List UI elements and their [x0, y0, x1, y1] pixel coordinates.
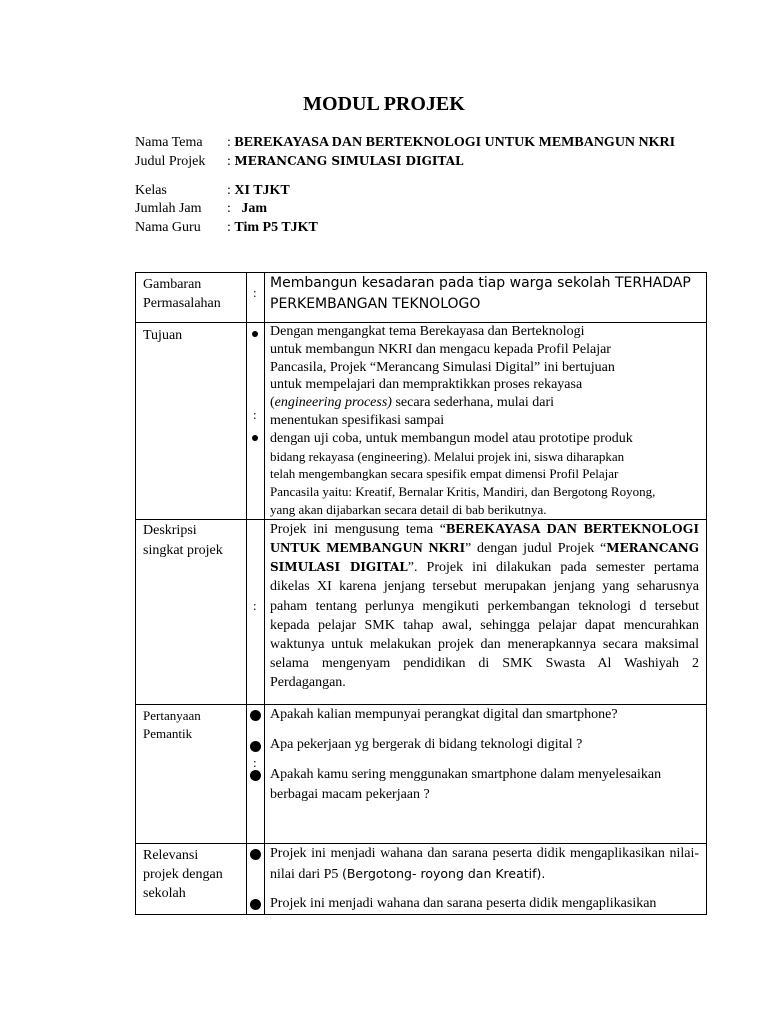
meta-kelas [135, 182, 290, 200]
relevansi-r1: Projek ini menjadi wahana dan sarana peserta didik mengaplikasikan nilai-nilai dari P5 [270, 845, 699, 882]
judul-projek-label: Judul Projek [135, 154, 206, 169]
deskripsi-p3: ”. Projek ini dilakukan pada semester pertama dikelas XI karena jenjang tersebut merupakan jenjang yang seharusnya paham tentang perlunya mengikuti perkembangan teknologi d tersebut kepada pelajar SMK tahap awal, sehingga pelajar dapat mencurahkan waktunya untuk melakukan projek dan menerapkannya secara maksimal selama mengenyam pendidikan di SMK Swasta Al Washiyah 2 Perdagangan. [270, 560, 699, 691]
relevansi-label: Relevansi [143, 847, 199, 863]
nama-guru-label: Nama Guru [135, 220, 201, 235]
deskripsi-colon: : [253, 597, 257, 613]
tujuan-line: untuk membangun NKRI dan mengacu kepada Profil Pelajar [270, 341, 611, 357]
deskripsi-sep-cell [247, 519, 265, 704]
deskripsi-judul-bold: MERANCANG SIMULASI DIGITAL [270, 540, 699, 575]
gambaran-label: Gambaran [143, 277, 202, 292]
tujuan-line: bidang rekayasa (engineering). Melalui projek ini, siswa diharapkan [270, 448, 625, 464]
relevansi-label-cell [136, 843, 247, 914]
tujuan-line: menentukan spesifikasi sampai [270, 412, 445, 428]
row-tujuan [136, 323, 707, 520]
row-pertanyaan [136, 704, 707, 843]
tujuan-line: Pancasila yaitu: Kreatif, Bernalar Kritis, Mandiri, dan Bergotong Royong, [270, 484, 656, 500]
pertanyaan-bullet-1 [250, 710, 261, 721]
deskripsi-label-cell [136, 519, 247, 704]
pemantik-label: Pemantik [143, 725, 193, 741]
relevansi-sep-cell [247, 843, 265, 914]
judul-projek-sep: : [227, 154, 235, 169]
pertanyaan-label: Pertanyaan [143, 707, 201, 723]
gambaran-colon: : [253, 285, 257, 300]
pertanyaan-bullet-3 [250, 770, 261, 781]
nama-guru-value: Tim P5 TJKT [234, 220, 318, 235]
relevansi-r1-tail: (Bergotong- royong dan Kreatif). [341, 865, 546, 881]
tujuan-line: telah mengembangkan secara spesifik empat dimensi Profil Pelajar [270, 466, 619, 482]
tujuan-label-cell [136, 323, 247, 520]
deskripsi-tema-bold: BEREKAYASA DAN BERTEKNOLOGI UNTUK MEMBANGUN NKRI [270, 521, 699, 556]
tujuan-line: yang akan dijabarkan secara detail di bab berikutnya. [270, 501, 547, 517]
project-table [135, 272, 707, 915]
pertanyaan-sep-cell [247, 704, 265, 843]
pertanyaan-content [265, 704, 707, 843]
relevansi-bullet-2 [250, 899, 261, 910]
document-title: MODUL PROJEK [303, 93, 465, 115]
relevansi-r1-block [270, 844, 699, 885]
meta-nama-tema [135, 134, 675, 152]
pertanyaan-q3: Apakah kamu sering menggunakan smartphone dalam menyelesaikan berbagai macam pekerjaan ? [270, 766, 662, 802]
deskripsi-content [265, 519, 707, 704]
pertanyaan-q2: Apa pekerjaan yg bergerak di bidang teknologi digital ? [270, 736, 583, 752]
relevansi-r2: Projek ini menjadi wahana dan sarana peserta didik mengaplikasikan [270, 895, 657, 911]
tujuan-bullet-1 [252, 331, 258, 337]
row-gambaran [136, 273, 707, 323]
row-deskripsi [136, 519, 707, 704]
jumlah-jam-label: Jumlah Jam [135, 201, 202, 216]
jumlah-jam-value: Jam [241, 201, 268, 216]
relevansi-content [265, 843, 707, 914]
tujuan-bullet-2 [252, 435, 258, 441]
tujuan-line: untuk mempelajari dan mempraktikkan proses rekayasa [270, 377, 583, 393]
deskripsi-label: Deskripsi [143, 522, 197, 538]
permasalahan-label: Permasalahan [143, 296, 221, 311]
tujuan-line: dengan uji coba, untuk membangun model atau prototipe produk [270, 430, 633, 446]
deskripsi-p1: Projek ini mengusung tema “ [270, 521, 446, 537]
tujuan-line: (engineering process) secara sederhana, mulai dari [270, 395, 555, 411]
nama-tema-value: BEREKAYASA DAN BERTEKNOLOGI UNTUK MEMBANGUN NKRI [234, 135, 676, 150]
kelas-label: Kelas [135, 183, 167, 198]
meta-jumlah-jam [135, 200, 267, 218]
projek-dengan-label: projek dengan [143, 866, 223, 882]
deskripsi-p2: ” dengan judul Projek “ [465, 540, 607, 556]
tujuan-content [265, 323, 707, 520]
sekolah-label: sekolah [143, 885, 186, 901]
pertanyaan-q1: Apakah kalian mempunyai perangkat digital dan smartphone? [270, 706, 618, 722]
judul-projek-value: MERANCANG SIMULASI DIGITAL [234, 154, 464, 168]
gambaran-line-1: Membangun kesadaran pada tiap warga sekolah TERHADAP [270, 275, 691, 291]
singkat-projek-label: singkat projek [143, 542, 223, 558]
relevansi-bullet-1 [250, 849, 261, 860]
tujuan-label: Tujuan [143, 328, 183, 343]
kelas-sep: : [227, 183, 235, 198]
nama-tema-sep: : [227, 135, 235, 150]
gambaran-content [265, 273, 707, 323]
gambaran-sep-cell [247, 273, 265, 323]
engineering-process-italic: engineering process) [274, 395, 392, 411]
meta-nama-guru [135, 219, 318, 237]
gambaran-line-2: PERKEMBANGAN TEKNOLOGO [270, 296, 481, 312]
jumlah-jam-sep: : [227, 201, 242, 216]
pertanyaan-colon: : [253, 754, 257, 770]
tujuan-colon: : [253, 407, 257, 422]
gambaran-label-cell [136, 273, 247, 323]
tujuan-line: Pancasila, Projek “Merancang Simulasi Digital” ini bertujuan [270, 359, 615, 375]
pertanyaan-label-cell [136, 704, 247, 843]
pertanyaan-bullet-2 [250, 741, 261, 752]
tujuan-line: Dengan mengangkat tema Berekayasa dan Berteknologi [270, 324, 585, 339]
nama-guru-sep: : [227, 220, 235, 235]
tujuan-sep-cell [247, 323, 265, 520]
meta-judul-projek [135, 152, 463, 171]
nama-tema-label: Nama Tema [135, 135, 203, 150]
kelas-value: XI TJKT [234, 183, 290, 198]
row-relevansi [136, 843, 707, 914]
